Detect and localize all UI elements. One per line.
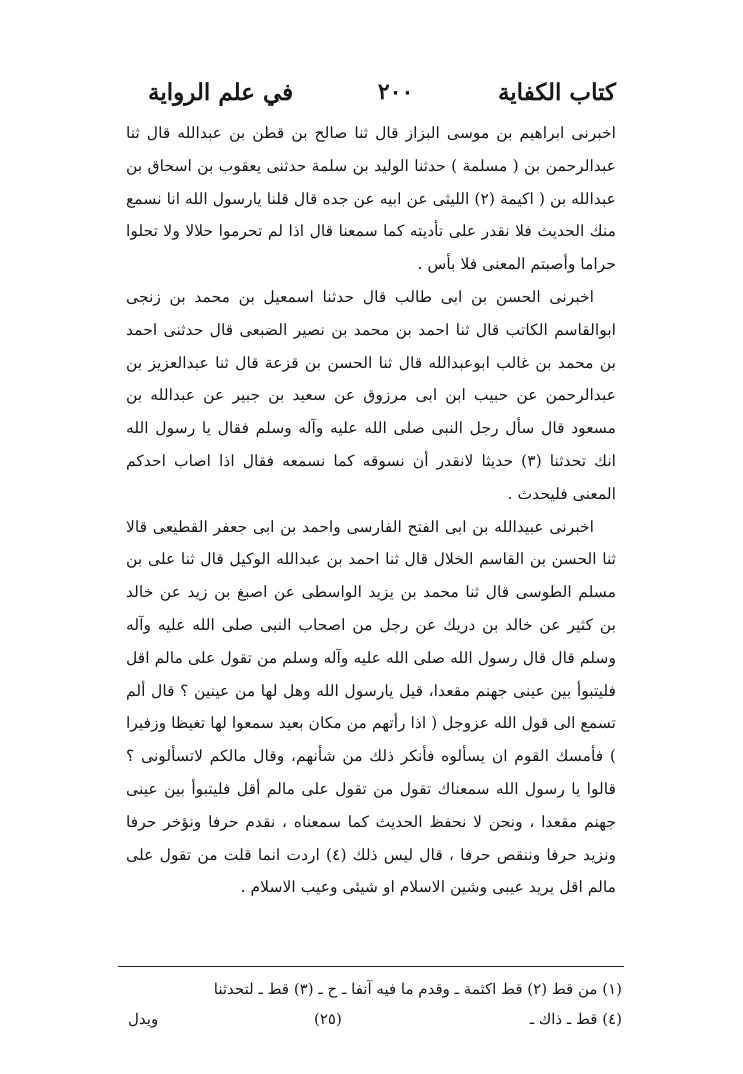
paragraph-3: اخبرنى عبيدالله بن ابى الفتح الفارسى واحمد بن ابى جعفر القطيعى قالا ثنا الحسن بن القاسم الخلال قال ثنا احمد بن عبدالله الوكيل قال ثنا على بن مسلم الطوسى قال ثنا محمد بن يزيد الواسطى عن اصبغ بن زيد عن خالد بن كثير عن خالد بن دريك عن رجل من اصحاب النبى صلى الله عليه وآله وسلم قال قال رسول الله صلى الله عليه وآله وسلم من تقول على مالم اقل فليتبوأ بين عينى جهنم مقعدا، قيل يارسول الله وهل لها من عينين ؟ قال ألم تسمع الى قول الله عزوجل ( اذا رأتهم من مكان بعيد سمعوا لها تغيظا وزفيرا ) فأمسك القوم ان يسألوه فأنكر ذلك من شأنهم، وقال مالكم لاتسألونى ؟ قالوا يا رسول الله سمعناك تقول من تقول على مالم أقل فليتبوأ بين عينى جهنم مقعدا ، ونحن لا نحفظ الحديث كما سمعناه ، نقدم حرفا ونؤخر حرفا ونزيد حرفا وننقص حرفا ، قال ليس ذلك (٤) اردت انما قلت من تقول على مالم اقل يريد عيبى وشين الاسلام او شيئى وعيب الاسلام . [126,517,617,897]
book-title: كتاب الكفاية [497,78,616,106]
signature-mark: (٢٥) [314,1010,342,1028]
footnotes [124,974,622,1034]
paragraph-1: اخبرنى ابراهيم بن موسى البزاز قال ثنا صالح بن قطن بن عبدالله قال ثنا عبدالرحمن بن ( مسلمة ) حدثنا الوليد بن سلمة حدثنى يعقوب بن اسحاق بن عبدالله بن ( اكيمة (٢) الليثى عن ابيه عن جده قال قلنا يارسول الله انا نسمع منك الحديث فلا نقدر على تأديته كما سمعنا قال اذا لم تحرموا حلالا ولا تحلوا حراما وأصبتم المعنى فلا بأس . [126,124,616,274]
page-number: ٢٠٠ [377,79,414,105]
footnote-4: (٤) قط ـ ذاك ـ [529,1010,622,1028]
footnote-line-1: (١) من قط (٢) قط اكثمة ـ وقدم ما فيه آنفا ـ ح ـ (٣) قط ـ لتحدثنا [213,980,622,998]
main-text [126,117,616,904]
subject-title: في علم الرواية [148,78,294,106]
footnote-line-2 [124,1004,622,1034]
running-header [148,70,616,114]
paragraph-2: اخبرنى الحسن بن ابى طالب قال حدثنا اسمعيل بن محمد بن زنجى ابوالقاسم الكاتب قال ثنا احمد بن محمد بن نصير الضبعى قال حدثنى احمد بن محمد بن غالب ابوعبدالله قال ثنا الحسن بن قزعة قال ثنا عبدالعزيز بن عبدالرحمن عن حبيب ابن ابى مرزوق عن سعيد بن جبير عن عبدالله بن مسعود قال سأل رجل النبى صلى الله عليه وآله وسلم فقال يا رسول الله انك تحدثنا (٣) حديثا لانقدر أن نسوقه كما نسمعه فقال اذا اصاب احدكم المعنى فليحدث . [126,287,616,503]
footnote-divider [118,966,624,967]
catchword: ويدل [128,1010,159,1028]
